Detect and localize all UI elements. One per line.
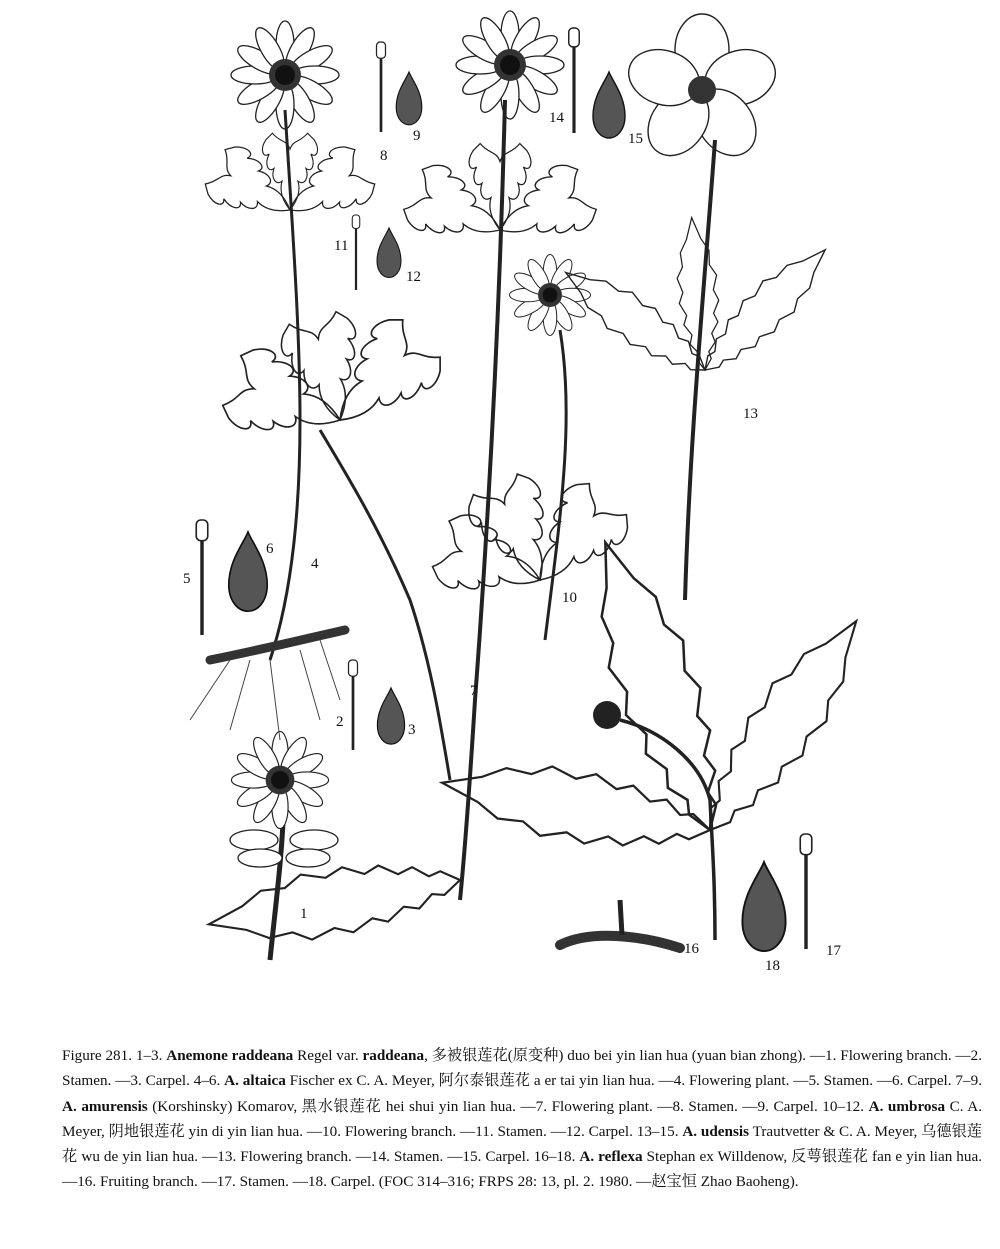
taxon-name: A. umbrosa (868, 1097, 946, 1115)
figure-number-15: 15 (628, 131, 643, 147)
figure-number-11: 11 (334, 238, 349, 254)
figure-number-7: 7 (470, 683, 478, 699)
figure-number-4: 4 (311, 556, 319, 572)
stamen-detail-8 (377, 42, 386, 132)
carpel-detail-15 (593, 72, 625, 138)
caption-text: , 多被银莲花(原变种) duo bei yin lian hua (yuan bian zhong). —1. Flowering branch. —2. Stamen. —3. Carpel. 4–6. (62, 1047, 983, 1090)
figure-number-10: 10 (562, 590, 577, 606)
figure-number-8: 8 (380, 148, 388, 164)
figure-number-18: 18 (765, 958, 780, 974)
taxon-name: A. udensis (682, 1122, 750, 1140)
figure-number-3: 3 (408, 722, 416, 738)
figure-number-14: 14 (549, 110, 564, 126)
taxon-name: A. amurensis (62, 1097, 148, 1115)
carpel-detail-18 (742, 862, 785, 951)
figure-number-2: 2 (336, 714, 344, 730)
caption-text: Regel var. (293, 1047, 363, 1064)
taxon-name: A. altaica (224, 1072, 286, 1090)
figure-number-5: 5 (183, 571, 191, 587)
plant-4-illustration (190, 21, 380, 740)
caption-body (62, 1047, 982, 1190)
carpel-detail-9 (396, 72, 422, 125)
caption-text: (Korshinsky) Komarov, 黑水银莲花 hei shui yin lian hua. —7. Flowering plant. —8. Stamen. —9. Carpel. 10–12. (147, 1097, 869, 1115)
plant-1-illustration (230, 731, 338, 960)
figure-number-1: 1 (300, 906, 308, 922)
figure-number-12: 12 (406, 269, 421, 285)
figure-number-6: 6 (266, 541, 274, 557)
stamen-detail-5 (196, 520, 208, 635)
stamen-detail-17 (800, 834, 812, 949)
caption-text: Stephan ex Willdenow, 反萼银莲花 fan e yin lian hua. —16. Fruiting branch. —17. Stamen. —18. Carpel. (FOC 314–316; FRPS 28: 13, pl. 2. 1980. —赵宝恒 Zhao Baoheng). (62, 1148, 982, 1191)
figure-number-16: 16 (684, 941, 699, 957)
figure-number-9: 9 (413, 128, 421, 144)
stamen-detail-2 (349, 660, 358, 750)
taxon-name: Anemone raddeana (166, 1047, 294, 1064)
figure-label: Figure 281. (62, 1047, 133, 1064)
carpel-detail-6 (229, 532, 267, 611)
caption-text: C. A. Meyer, 阴地银莲花 yin di yin lian hua. —10. Flowering branch. —11. Stamen. —12. Carpel. 13–15. (62, 1097, 983, 1140)
caption-text: Trautvetter & C. A. Meyer, 乌德银莲花 wu de yin lian hua. —13. Flowering branch. —14. Stamen. —15. Carpel. 16–18. (62, 1122, 982, 1166)
caption-text: Fischer ex C. A. Meyer, 阿尔泰银莲花 a er tai yin lian hua. —4. Flowering plant. —5. Stamen. —6. Carpel. 7–9. (285, 1072, 982, 1090)
carpel-detail-12 (377, 228, 401, 278)
figure-caption (62, 1043, 982, 1195)
figure-number-13: 13 (743, 406, 758, 422)
taxon-name: A. reflexa (579, 1148, 643, 1166)
figure-number-17: 17 (826, 943, 841, 959)
stamen-detail-11 (352, 215, 360, 290)
stamen-detail-14 (569, 28, 580, 133)
carpel-detail-3 (377, 688, 404, 744)
taxon-name: raddeana (362, 1047, 425, 1064)
caption-text: 1–3. (135, 1047, 167, 1064)
